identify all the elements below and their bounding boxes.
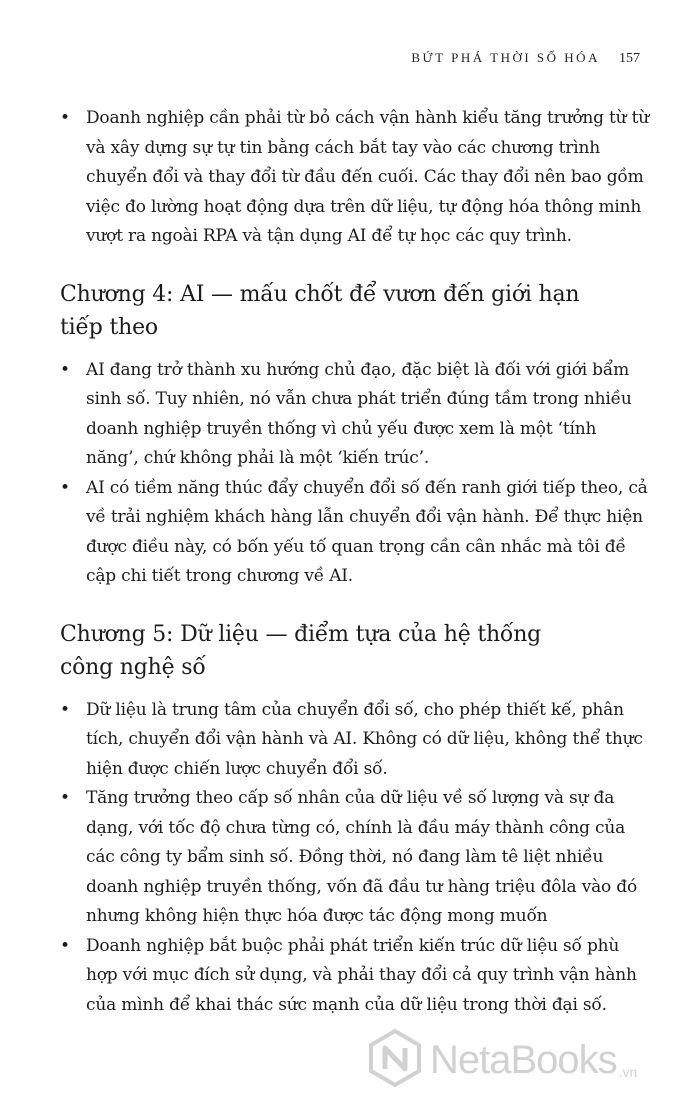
bullet-text: Tăng trưởng theo cấp số nhân của dữ liệu về số lượng và sự đa dạng, với tốc độ chưa từng có, chính là đầu máy thành công của các công ty bẩm sinh số. Đồng thời, nó đang làm tê liệt nhiều doanh nghiệp truyền thống, vốn đã đầu tư hàng triệu đôla vào đó nhưng không hiện thực hóa được tác động mong muốn (86, 788, 637, 926)
list-item (60, 104, 650, 252)
list-item (60, 474, 650, 592)
bullet-icon: • (60, 108, 70, 128)
list-item (60, 696, 650, 785)
netabooks-logo-icon (368, 1029, 422, 1091)
chapter-bullet-list (60, 696, 650, 1021)
list-item (60, 784, 650, 932)
watermark-brand: NetaBooks (430, 1037, 617, 1082)
watermark (368, 1030, 637, 1090)
bullet-text: Doanh nghiệp cần phải từ bỏ cách vận hành kiểu tăng trưởng từ từ và xây dựng sự tự tin bằng cách bắt tay vào các chương trình chuyển đổi và thay đổi từ đầu đến cuối. Các thay đổi nên bao gồm việc đo lường hoạt động dựa trên dữ liệu, tự động hóa thông minh vượt ra ngoài RPA và tận dụng AI để tự học các quy trình. (86, 108, 649, 246)
running-header (411, 50, 640, 67)
bullet-text: AI đang trở thành xu hướng chủ đạo, đặc biệt là đối với giới bẩm sinh số. Tuy nhiên, nó vẫn chưa phát triển đúng tầm trong nhiều doanh nghiệp truyền thống vì chủ yếu được xem là một ‘tính năng’, chứ không phải là một ‘kiến trúc’. (86, 359, 632, 468)
page-number: 157 (619, 51, 640, 66)
chapter-heading: Chương 4: AI — mấu chốt để vươn đến giới hạn tiếp theo (60, 281, 580, 340)
chapter-bullet-list (60, 356, 650, 592)
bullet-text: Dữ liệu là trung tâm của chuyển đổi số, cho phép thiết kế, phân tích, chuyển đổi vận hành và AI. Không có dữ liệu, không thể thực hiện được chiến lược chuyển đổi số. (86, 699, 643, 779)
bullet-text: Doanh nghiệp bắt buộc phải phát triển kiến trúc dữ liệu số phù hợp với mục đích sử dụng, và phải thay đổi cả quy trình vận hành của mình để khai thác sức mạnh của dữ liệu trong thời đại số. (86, 935, 637, 1015)
chapter-heading: Chương 5: Dữ liệu — điểm tựa của hệ thống công nghệ số (60, 621, 542, 680)
running-title: BỨT PHÁ THỜI SỐ HÓA (411, 50, 600, 65)
list-item (60, 932, 650, 1021)
list-item (60, 356, 650, 474)
intro-bullet-list (60, 104, 650, 252)
bullet-icon: • (60, 359, 70, 380)
bullet-icon: • (60, 699, 70, 720)
bullet-icon: • (60, 788, 70, 808)
bullet-icon: • (60, 935, 70, 956)
page-content (60, 104, 650, 1020)
bullet-text: AI có tiềm năng thúc đẩy chuyển đổi số đến ranh giới tiếp theo, cả về trải nghiệm khách hàng lẫn chuyển đổi vận hành. Để thực hiện được điều này, có bốn yếu tố quan trọng cần cân nhắc mà tôi đề cập chi tiết trong chương về AI. (86, 477, 648, 586)
watermark-suffix: .vn (618, 1064, 638, 1080)
bullet-icon: • (60, 477, 70, 498)
